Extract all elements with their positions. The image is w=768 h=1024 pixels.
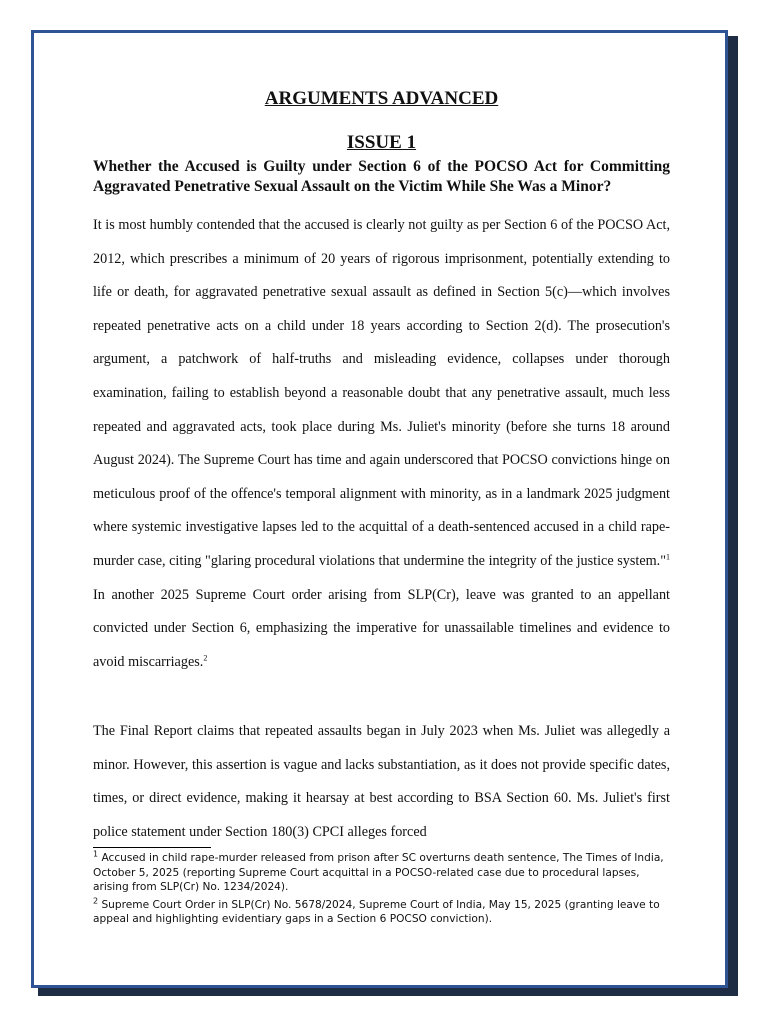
- footnote-1-number: 1: [93, 849, 99, 859]
- footnote-separator: [93, 847, 211, 848]
- issue-heading: ISSUE 1: [346, 132, 417, 153]
- paragraph-1: [93, 209, 670, 679]
- footnote-ref-1[interactable]: 1: [666, 552, 670, 562]
- paragraph-1-text-b: In another 2025 Supreme Court order arising from SLP(Cr), leave was granted to an appellant convicted under Section 6, emphasizing the imperative for unassailable timelines and evidence to avoid miscarriages.: [93, 586, 670, 670]
- footnote-ref-2[interactable]: 2: [203, 652, 208, 662]
- footnote-1-text: Accused in child rape-murder released from prison after SC overturns death sentence, The Times of India, October 5, 2025 (reporting Supreme Court acquittal in a POCSO-related case due to procedural lapses, arising from SLP(Cr) No. 1234/2024).: [93, 852, 664, 893]
- paragraph-1-text-a: It is most humbly contended that the accused is clearly not guilty as per Section 6 of the POCSO Act, 2012, which prescribes a minimum of 20 years of rigorous imprisonment, potentially extending to life or death, for aggravated penetrative sexual assault as defined in Section 5(c)—which involves repeated penetrative acts on a child under 18 years according to Section 2(d). The prosecution's argument, a patchwork of half-truths and misleading evidence, collapses under thorough examination, failing to establish beyond a reasonable doubt that any penetrative assault, much less repeated and aggravated acts, took place during Ms. Juliet's minority (before she turns 18 around August 2024). The Supreme Court has time and again underscored that POCSO convictions hinge on meticulous proof of the offence's temporal alignment with minority, as in a landmark 2025 judgment where systemic investigative lapses led to the acquittal of a death-sentenced accused in a child rape-murder case, citing "glaring procedural violations that undermine the integrity of the justice system.": [93, 217, 670, 569]
- footnote-2: [93, 895, 670, 927]
- footnote-2-text: Supreme Court Order in SLP(Cr) No. 5678/2024, Supreme Court of India, May 15, 2025 (granting leave to appeal and highlighting evidentiary gaps in a Section 6 POCSO conviction).: [93, 898, 660, 925]
- section-title: ARGUMENTS ADVANCED: [264, 88, 499, 109]
- paragraph-2: The Final Report claims that repeated assaults began in July 2023 when Ms. Juliet was allegedly a minor. However, this assertion is vague and lacks substantiation, as it does not provide specific dates, times, or direct evidence, making it hearsay at best according to BSA Section 60. Ms. Juliet's first police statement under Section 180(3) CPCI alleges forced: [93, 723, 670, 840]
- footnotes: [93, 851, 670, 930]
- footnote-2-number: 2: [93, 895, 99, 905]
- footnote-1: [93, 851, 670, 895]
- issue-question: Whether the Accused is Guilty under Section 6 of the POCSO Act for Committing Aggravated Penetrative Sexual Assault on the Victim While She Was a Minor?: [93, 158, 670, 195]
